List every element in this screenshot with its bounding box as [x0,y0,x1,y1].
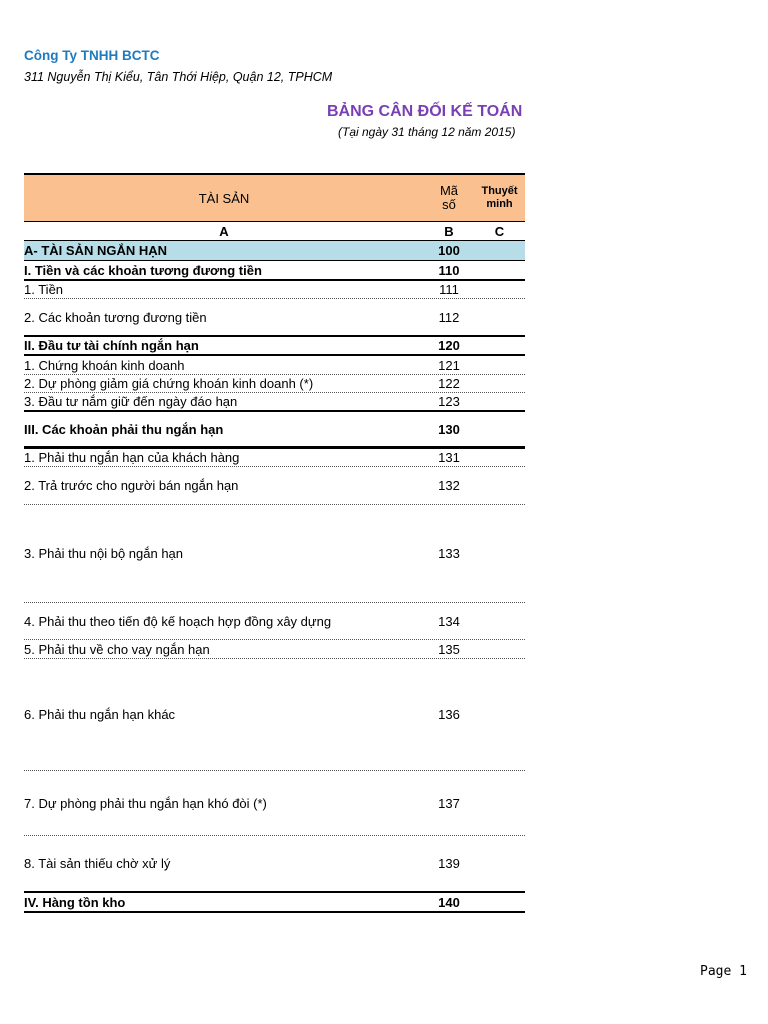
table-row [24,241,525,261]
row-code: 137 [438,795,460,811]
col-letter-b: B [444,223,454,239]
row-code: 133 [438,546,460,561]
row-code: 112 [438,309,460,325]
table-row [24,836,525,893]
row-code: 139 [438,856,460,871]
row-code: 132 [438,478,460,493]
title-area [0,98,527,158]
table-row [24,467,525,505]
row-code: 140 [438,894,460,910]
row-code: 130 [438,421,460,437]
row-name: 1. Phải thu ngắn hạn của khách hàng [24,450,240,465]
row-name: 2. Trả trước cho người bán ngắn hạn [24,478,239,493]
header-note [474,175,525,221]
table-row [24,449,525,467]
row-name: 8. Tài sản thiếu chờ xử lý [24,856,171,871]
row-name: 5. Phải thu về cho vay ngắn hạn [24,641,210,657]
row-code: 136 [438,707,460,722]
company-address: 311 Nguyễn Thị Kiểu, Tân Thới Hiệp, Quận 12, TPHCM [24,70,333,84]
row-name: IV. Hàng tồn kho [24,894,126,910]
table-header [24,173,525,222]
table-row [24,640,525,659]
row-name: II. Đầu tư tài chính ngắn hạn [24,338,199,353]
row-code: 121 [438,357,460,373]
table-row [24,893,525,913]
table-row [24,281,525,299]
table-row [24,412,525,449]
table-row [24,659,525,771]
page-number: Page 1 [700,964,747,979]
header-note-line1: Thuyết [481,185,518,197]
row-code: 120 [438,338,460,353]
row-name: 4. Phải thu theo tiến độ kế hoạch hợp đồng xây dựng [24,613,332,629]
table-row [24,375,525,393]
company-name: Công Ty TNHH BCTC [24,48,160,63]
row-name: 1. Tiền [24,282,64,297]
table-row [24,261,525,281]
row-code: 111 [439,282,459,297]
row-code: 134 [438,613,460,629]
column-letter-row [24,222,525,241]
row-name: 2. Dự phòng giảm giá chứng khoán kinh doanh (*) [24,376,314,391]
table-row [24,356,525,375]
row-name: 2. Các khoản tương đương tiền [24,309,207,325]
header-code-line1: Mã [439,183,459,198]
row-code: 135 [438,641,460,657]
report-date: (Tại ngày 31 tháng 12 năm 2015) [338,125,516,139]
row-name: 3. Đầu tư nắm giữ đến ngày đáo hạn [24,394,238,409]
table-row [24,299,525,337]
row-name: 7. Dự phòng phải thu ngắn hạn khó đòi (*) [24,795,267,811]
col-letter-a: A [219,223,229,239]
table-row [24,393,525,412]
header-assets: TÀI SẢN [198,190,250,206]
row-code: 131 [438,450,460,465]
header-code-line2: số [442,197,456,212]
table-row [24,603,525,640]
table-row [24,771,525,836]
row-name: 1. Chứng khoán kinh doanh [24,357,185,373]
table-row [24,337,525,356]
header-code [424,175,474,221]
row-name: 3. Phải thu nội bộ ngắn hạn [24,546,184,561]
row-code: 122 [438,376,460,391]
row-name: 6. Phải thu ngắn hạn khác [24,707,176,722]
row-code: 110 [438,262,460,278]
row-name: A- TÀI SẢN NGẮN HẠN [24,243,167,258]
row-code: 123 [438,394,460,409]
row-code: 100 [438,243,460,258]
row-name: I. Tiền và các khoản tương đương tiền [24,262,262,278]
col-letter-c: C [494,223,505,239]
table-row [24,505,525,603]
header-note-line2: minh [486,198,513,210]
report-title: BẢNG CÂN ĐỐI KẾ TOÁN [327,103,523,120]
row-name: III. Các khoản phải thu ngắn hạn [24,421,224,437]
balance-sheet-table [24,173,525,913]
